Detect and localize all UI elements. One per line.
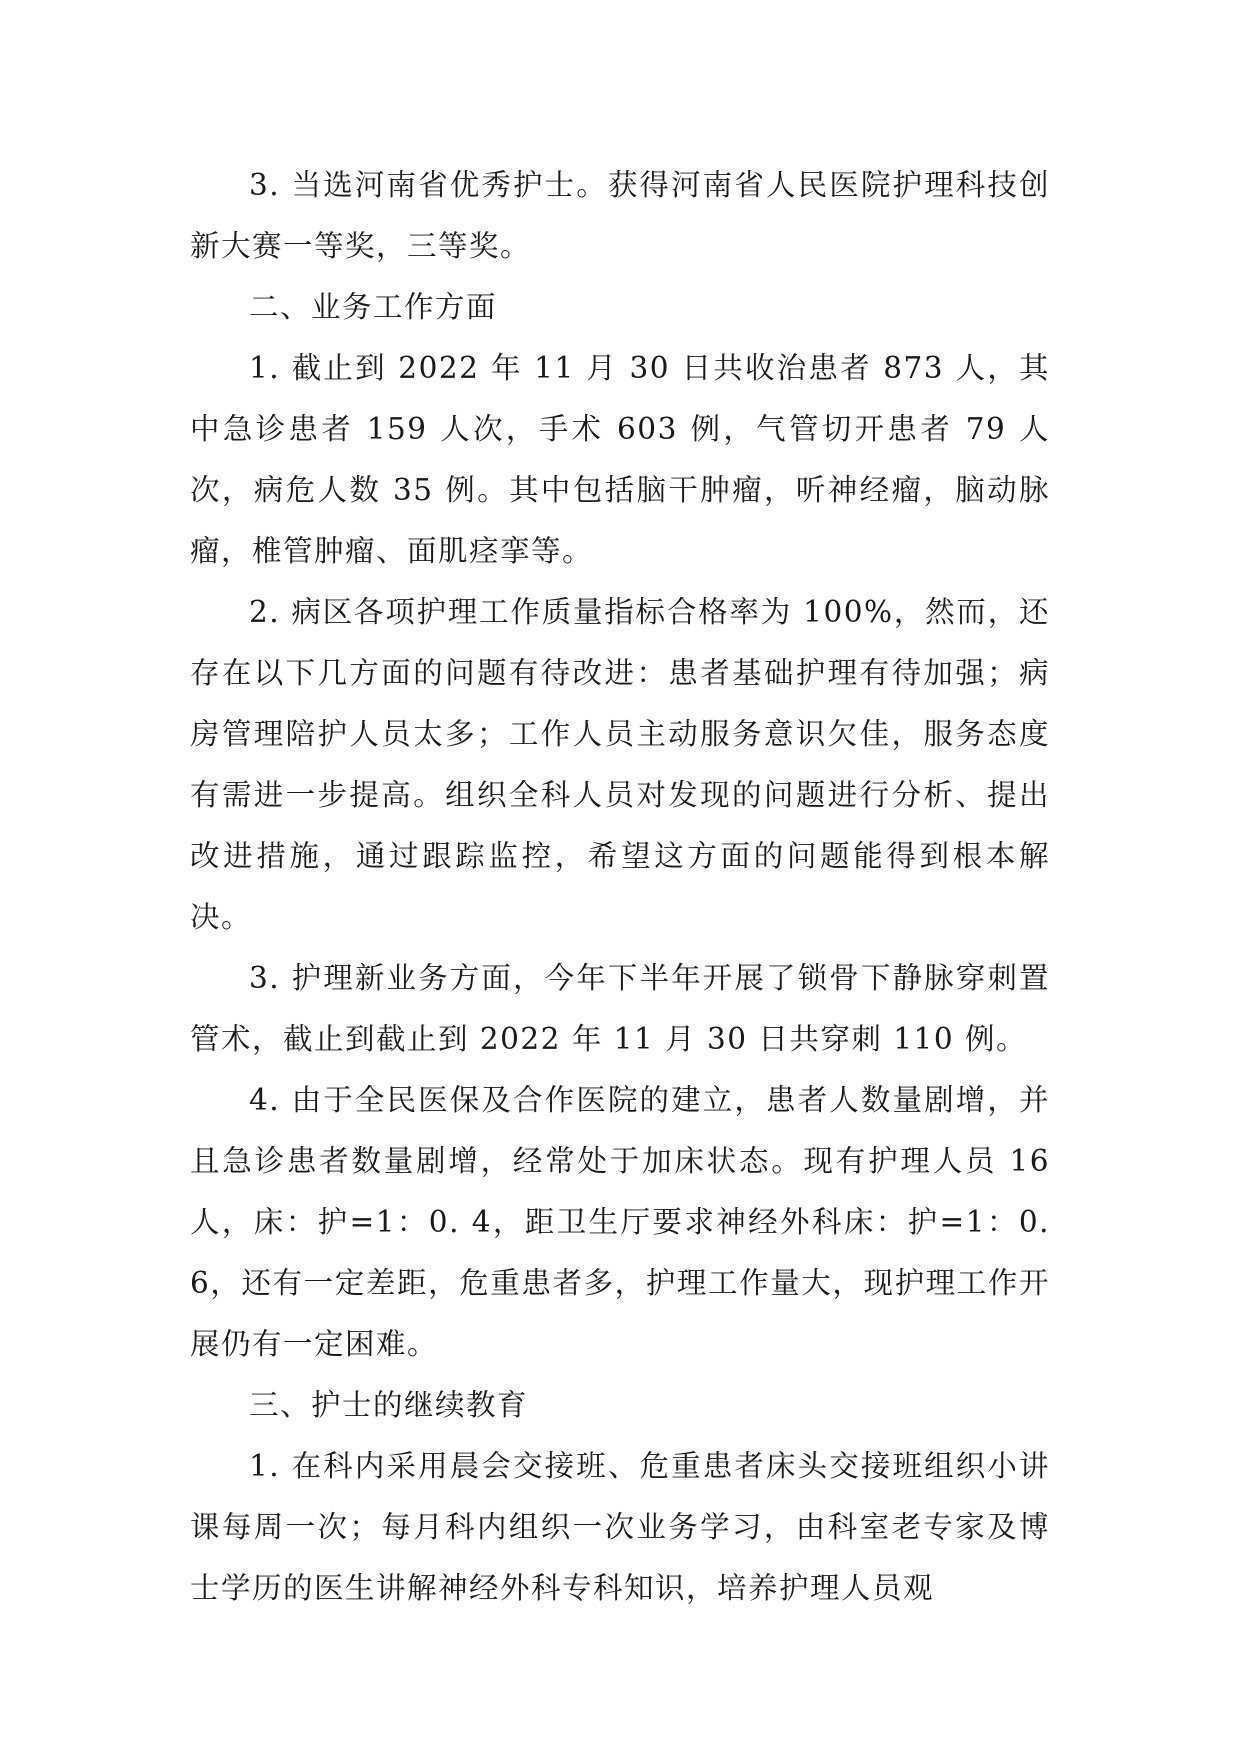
paragraph-new-procedure: 3. 护理新业务方面，今年下半年开展了锁骨下静脉穿刺置管术，截止到截止到 2022 年 11 月 30 日共穿刺 110 例。 [190,961,1050,1056]
paragraph-staffing: 4. 由于全民医保及合作医院的建立，患者人数量剧增，并且急诊患者数量剧增，经常处于加床状态。现有护理人员 16 人，床：护=1：0. 4，距卫生厅要求神经外科床：护=1：0. 6，还有一定差距，危重患者多，护理工作量大，现护理工作开展仍有一定困难。 [190,1083,1050,1361]
paragraph-training: 1. 在科内采用晨会交接班、危重患者床头交接班组织小讲课每周一次；每月科内组织一次业务学习，由科室老专家及博士学历的医生讲解神经外科专科知识，培养护理人员观 [190,1449,1050,1605]
section-heading-business: 二、业务工作方面 [249,290,498,324]
section-heading-education: 三、护士的继续教育 [249,1388,529,1422]
paragraph-quality-issues: 2. 病区各项护理工作质量指标合格率为 100%，然而，还存在以下几方面的问题有待改进：患者基础护理有待加强；病房管理陪护人员太多；工作人员主动服务意识欠佳，服务态度有需进一步提高。组织全科人员对发现的问题进行分析、提出改进措施，通过跟踪监控，希望这方面的问题能得到根本解决。 [190,595,1050,934]
document-body [190,155,1050,1619]
paragraph-patient-stats: 1. 截止到 2022 年 11 月 30 日共收治患者 873 人，其中急诊患者 159 人次，手术 603 例，气管切开患者 79 人次，病危人数 35 例。其中包括脑干肿瘤，听神经瘤，脑动脉瘤，椎管肿瘤、面肌痉挛等。 [190,351,1050,568]
paragraph-award: 3. 当选河南省优秀护士。获得河南省人民医院护理科技创新大赛一等奖，三等奖。 [190,168,1050,263]
